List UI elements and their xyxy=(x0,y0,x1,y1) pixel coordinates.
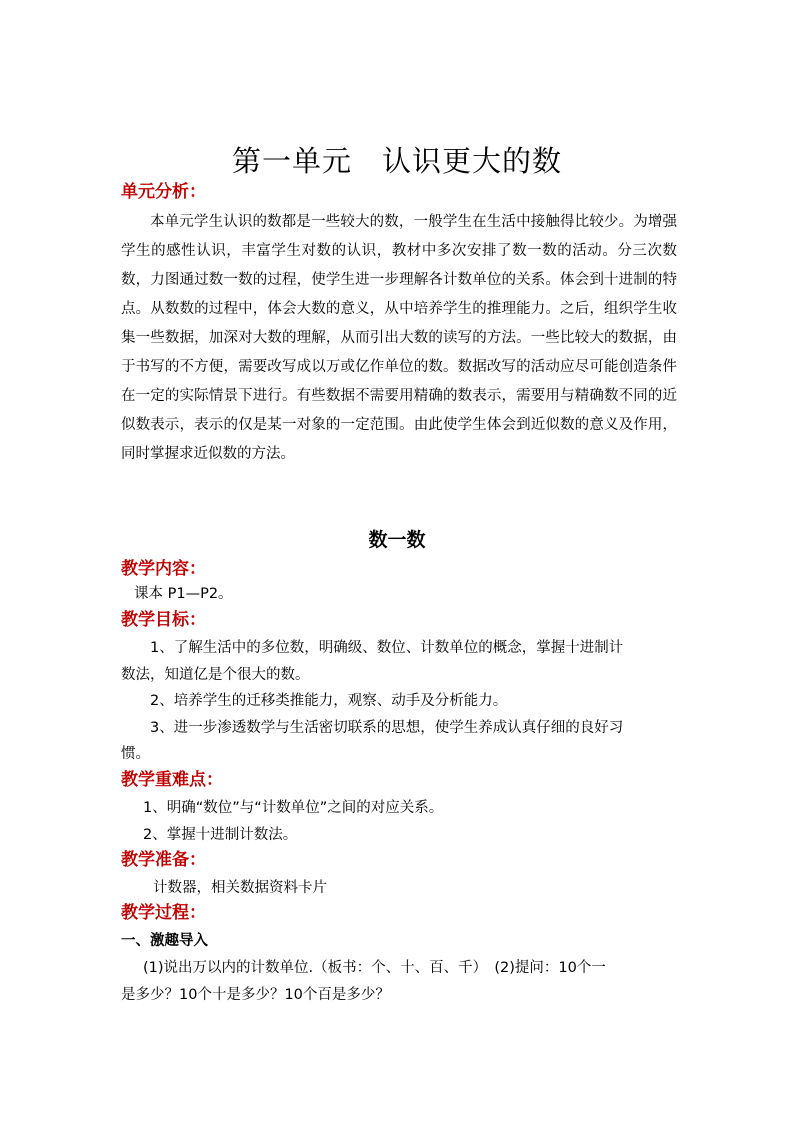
goal-1-line-2: 数法，知道亿是个很大的数。 xyxy=(121,667,310,683)
goal-2: 2、培养学生的迁移类推能力，观察、动手及分析能力。 xyxy=(150,693,508,709)
process-section-1: 一、激趣导入 xyxy=(121,933,208,949)
goal-3-line-1: 3、进一步渗透数学与生活密切联系的思想，使学生养成认真仔细的良好习 xyxy=(150,720,624,736)
preparation-heading: 教学准备： xyxy=(121,850,206,870)
unit-title: 第一单元 认识更大的数 xyxy=(231,144,562,178)
key-point-1: 1、明确“数位”与“计数单位”之间的对应关系。 xyxy=(143,800,444,816)
unit-analysis-text: 本单元学生认识的数都是一些较大的数，一般学生在生活中接触得比较少。为增强学生的感性认识，丰富学生对数的认识，教材中多次安排了数一数的活动。分三次数数，力图通过数一数的过程，使学生进一步理解各计数单位的关系。体会到十进制的特点。从数数的过程中，体会大数的意义，从中培养学生的推理能力。之后，组织学生收集一些数据，加深对大数的理解，从而引出大数的读写的方法。一些比较大的数据，由于书写的不方便，需要改写成以万或亿作单位的数。数据改写的活动应尽可能创造条件在一定的实际情景下进行。有些数据不需要用精确的数表示，需要用与精确数不同的近似数表示，表示的仅是某一对象的一定范围。由此使学生体会到近似数的意义及作用，同时掌握求近似数的方法。 xyxy=(121,214,677,462)
preparation-text: 计数器，相关数据资料卡片 xyxy=(153,880,327,896)
content-text: 课本 P1—P2。 xyxy=(134,586,233,602)
key-point-2: 2、掌握十进制计数法。 xyxy=(143,827,298,843)
key-points-heading: 教学重难点： xyxy=(121,770,223,790)
goals-heading: 教学目标： xyxy=(121,610,206,630)
content-heading: 教学内容： xyxy=(121,559,206,579)
process-line-2: 是多少？10个十是多少？10个百是多少？ xyxy=(121,987,390,1003)
unit-analysis-heading: 单元分析： xyxy=(121,182,206,202)
goal-1-line-1: 1、了解生活中的多位数，明确级、数位、计数单位的概念，掌握十进制计 xyxy=(150,640,624,656)
lesson-title: 数一数 xyxy=(368,529,426,551)
process-line-1: (1)说出万以内的计数单位.（板书：个、十、百、千） (2)提问：10个一 xyxy=(143,960,606,976)
goal-3-line-2: 惯。 xyxy=(121,746,150,762)
process-heading: 教学过程： xyxy=(121,903,206,923)
